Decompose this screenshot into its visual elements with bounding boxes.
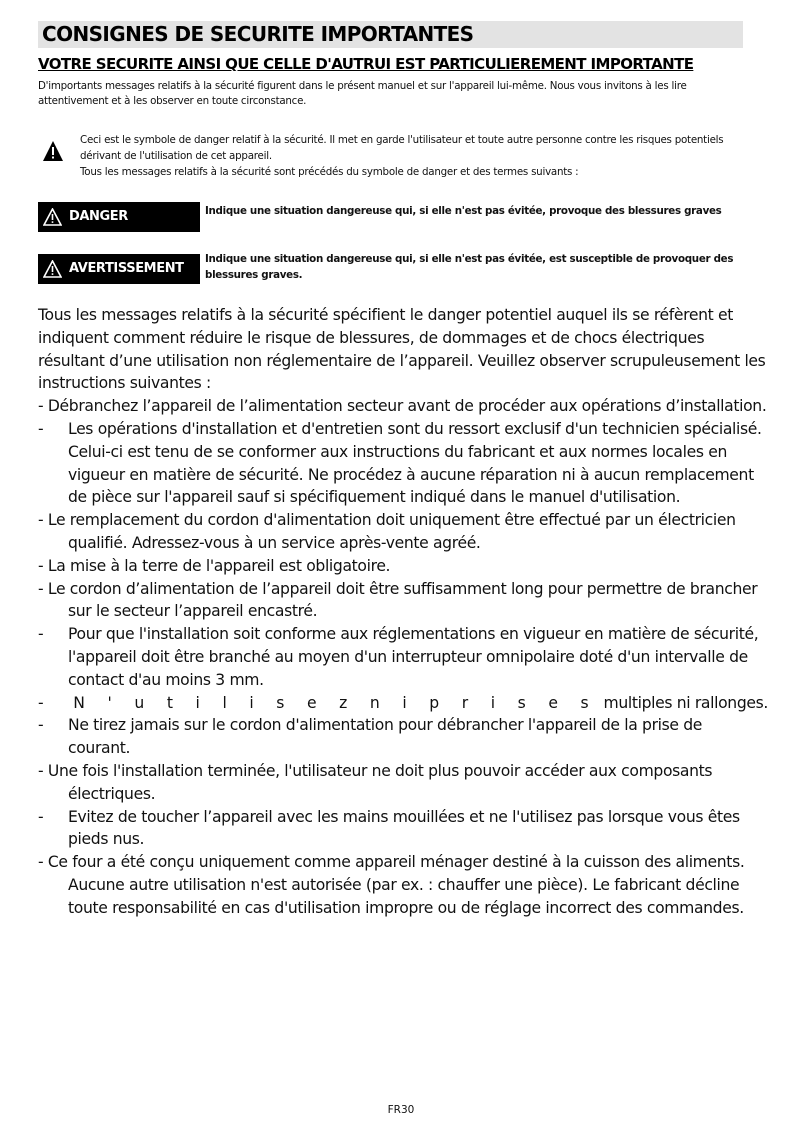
warning-label [38,254,200,284]
bullet-dash: - [38,419,44,438]
spread-letter: i [195,693,200,712]
spread-letter: s [580,693,589,712]
spread-letter: s [276,693,285,712]
danger-description: Indique une situation dangereuse qui, si elle n'est pas évitée, provoque des blessures graves [205,205,722,217]
instruction-item [38,418,768,509]
spread-letter: n [369,693,380,712]
page-subtitle: VOTRE SECURITE AINSI QUE CELLE D'AUTRUI EST PARTICULIEREMENT IMPORTANTE [38,55,694,73]
bullet-dash: - [38,716,44,735]
spread-letter: z [339,693,347,712]
spread-line-tail: multiples ni rallonges. [603,693,768,712]
page-title: CONSIGNES DE SECURITE IMPORTANTES [42,22,474,46]
danger-label [38,202,200,232]
page-number: FR30 [387,1104,415,1116]
instruction-item: - Le remplacement du cordon d'alimentation doit uniquement être effectué par un électricien qualifié. Adressez-vous à un service après-vente agréé. [38,511,736,552]
instruction-text: Ne tirez jamais sur le cordon d'alimentation pour débrancher l'appareil de la prise de courant. [68,716,703,758]
lead-paragraph: Tous les messages relatifs à la sécurité spécifient le danger potentiel auquel ils se réfèrent et indiquent comment réduire le risque de blessures, de dommages et de chocs électriques résultant d’une utilisation non réglementaire de l’appareil. Veuillez observer scrupuleusement les instructions suivantes : [38,306,766,393]
spread-letter: ' [107,693,112,712]
instruction-item [38,806,768,852]
spread-letter: i [490,693,495,712]
bullet-dash: - [38,625,44,644]
warning-triangle-icon [42,140,64,162]
safety-instructions [38,304,768,920]
avertissement-warning-icon [43,260,62,278]
instruction-text: Les opérations d'installation et d'entretien sont du ressort exclusif d'un technicien spécialisé. Celui-ci est tenu de se conformer aux instructions du fabricant et aux normes locales en vigueur en matière de sécurité. Ne procédez à aucune réparation ni à aucun remplacement de pièce sur l'appareil sauf si spécifiquement indiqué dans le manuel d'utilisation. [68,419,762,507]
instruction-item: - Débranchez l’appareil de l’alimentation secteur avant de procéder aux opérations d’installation. [38,397,767,416]
spread-letter: i [249,693,254,712]
bullet-dash: - [38,693,44,712]
warning-description: Indique une situation dangereuse qui, si elle n'est pas évitée, est susceptible de provoquer des blessures graves. [205,253,734,281]
spread-letter: e [306,693,317,712]
symbol-text-line2: Tous les messages relatifs à la sécurité sont précédés du symbole de danger et des termes suivants : [80,166,579,178]
spread-instruction-line [38,692,768,715]
spread-letter: u [134,693,144,712]
instruction-item [38,623,768,691]
symbol-text-line1: Ceci est le symbole de danger relatif à la sécurité. Il met en garde l'utilisateur et toute autre personne contre les risques potentiels dérivant de l'utilisation de cet appareil. [80,134,724,162]
bullet-dash: - [38,807,44,826]
spread-letter: t [166,693,173,712]
instruction-text: Pour que l'installation soit conforme aux réglementations en vigueur en matière de sécurité, l'appareil doit être branché au moyen d'un interrupteur omnipolaire doté d'un intervalle de contact d'au moins 3 mm. [68,625,759,689]
instruction-item: - La mise à la terre de l'appareil est obligatoire. [38,556,391,575]
warning-label-text: AVERTISSEMENT [69,261,184,276]
spread-letter: e [548,693,558,712]
instruction-text: Evitez de toucher l’appareil avec les mains mouillées et ne l'utilisez pas lorsque vous êtes pieds nus. [68,807,740,849]
instruction-item: - Une fois l'installation terminée, l'utilisateur ne doit plus pouvoir accéder aux composants électriques. [38,761,713,803]
spread-letter: s [517,693,526,712]
spread-letters [43,692,588,715]
spread-letter: r [461,693,468,712]
instruction-item [38,714,768,760]
symbol-explanation [80,132,750,180]
intro-paragraph: D'importants messages relatifs à la sécurité figurent dans le présent manuel et sur l'appareil lui-même. Nous vous invitons à les lire attentivement et à les observer en toute circonstance. [38,80,687,107]
spread-letter: N [73,693,85,712]
spread-letter: i [402,693,407,712]
danger-label-text: DANGER [69,209,128,224]
instruction-item: - Le cordon d’alimentation de l’appareil doit être suffisamment long pour permettre de brancher sur le secteur l’appareil encastré. [38,579,758,621]
danger-warning-icon [43,208,62,226]
instruction-item: - Ce four a été conçu uniquement comme appareil ménager destiné à la cuisson des aliments. Aucune autre utilisation n'est autorisée (par ex. : chauffer une pièce). Le fabricant décline toute responsabilité en cas d'utilisation impropre ou de réglage incorrect des commandes. [38,853,745,917]
title-bar [38,21,743,48]
spread-letter: l [222,693,227,712]
spread-letter: p [429,693,439,712]
